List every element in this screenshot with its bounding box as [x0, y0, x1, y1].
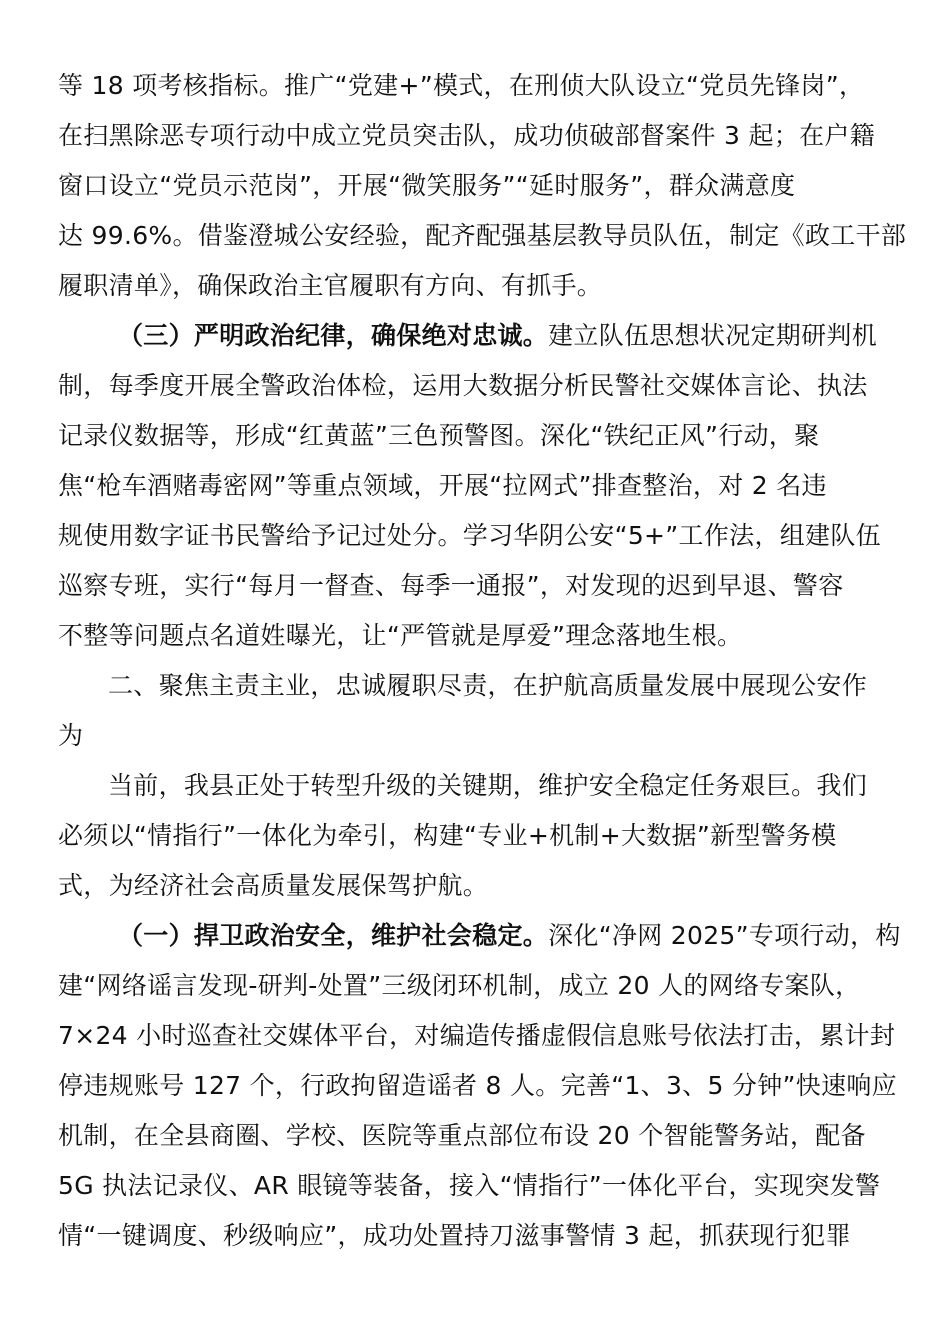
- body-text-line: 必须以“情指行”一体化为牵引，构建“专业+机制+大数据”新型警务模: [58, 821, 837, 850]
- body-text-line: 制，每季度开展全警政治体检，运用大数据分析民警社交媒体言论、执法: [58, 371, 868, 400]
- section-heading: （三）严明政治纪律，确保绝对忠诚。: [118, 321, 549, 350]
- body-text: 建立队伍思想状况定期研判机: [548, 321, 878, 350]
- body-text-line: 停违规账号 127 个，行政拘留造谣者 8 人。完善“1、3、5 分钟”快速响应: [58, 1071, 897, 1100]
- body-text: 深化“净网 2025”专项行动，构: [548, 921, 901, 950]
- body-text-line: 等 18 项考核指标。推广“党建+”模式，在刑侦大队设立“党员先锋岗”，: [58, 71, 865, 100]
- body-text-line: 不整等问题点名道姓曝光，让“严管就是厚爱”理念落地生根。: [58, 621, 743, 650]
- body-text-line: [118, 916, 901, 956]
- body-text-line: 巡察专班，实行“每月一督查、每季一通报”，对发现的迟到早退、警容: [58, 571, 844, 600]
- body-text-line: 履职清单》，确保政治主官履职有方向、有抓手。: [58, 271, 603, 300]
- body-text-line: 式，为经济社会高质量发展保驾护航。: [58, 871, 489, 900]
- section-heading: （一）捍卫政治安全，维护社会稳定。: [118, 921, 549, 950]
- section-title-line: 为: [58, 721, 84, 750]
- body-text-line: 5G 执法记录仪、AR 眼镜等装备，接入“情指行”一体化平台，实现突发警: [58, 1171, 881, 1200]
- body-text-line: 达 99.6%。借鉴澄城公安经验，配齐配强基层教导员队伍，制定《政工干部: [58, 221, 907, 250]
- body-text-line: 焦“枪车酒赌毒密网”等重点领域，开展“拉网式”排查整治，对 2 名违: [58, 471, 827, 500]
- section-title-line: 二、聚焦主责主业，忠诚履职尽责，在护航高质量发展中展现公安作: [108, 671, 868, 700]
- body-text-line: 当前，我县正处于转型升级的关键期，维护安全稳定任务艰巨。我们: [108, 771, 868, 800]
- body-text-line: 情“一键调度、秒级响应”，成功处置持刀滋事警情 3 起，抓获现行犯罪: [58, 1221, 851, 1250]
- body-text-line: 记录仪数据等，形成“红黄蓝”三色预警图。深化“铁纪正风”行动，聚: [58, 421, 820, 450]
- body-text-line: 7×24 小时巡查社交媒体平台，对编造传播虚假信息账号依法打击，累计封: [58, 1021, 896, 1050]
- body-text-line: 机制，在全县商圈、学校、医院等重点部位布设 20 个智能警务站，配备: [58, 1121, 866, 1150]
- body-text-line: 窗口设立“党员示范岗”，开展“微笑服务”“延时服务”，群众满意度: [58, 171, 796, 200]
- body-text-line: 在扫黑除恶专项行动中成立党员突击队，成功侦破部督案件 3 起；在户籍: [58, 121, 876, 150]
- body-text-line: 建“网络谣言发现-研判-处置”三级闭环机制，成立 20 人的网络专案队，: [58, 971, 861, 1000]
- body-text-line: 规使用数字证书民警给予记过处分。学习华阴公安“5+”工作法，组建队伍: [58, 521, 881, 550]
- body-text-line: [118, 316, 877, 356]
